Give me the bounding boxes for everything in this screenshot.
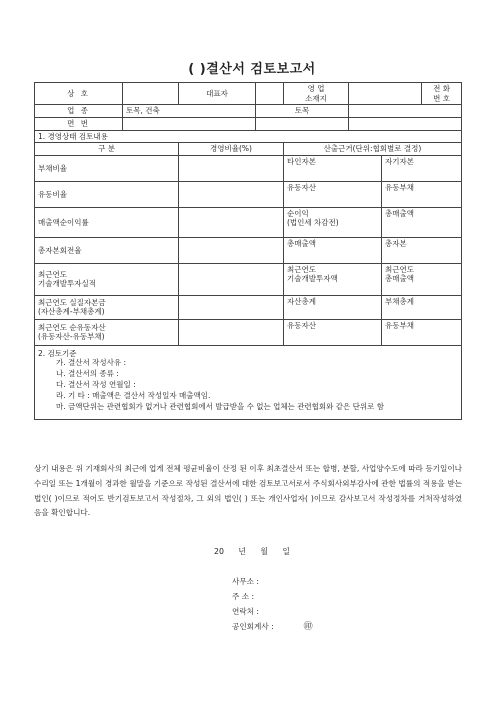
license-extra-2[interactable] <box>349 118 462 131</box>
document-title: ( )결산서 검토보고서 <box>188 62 316 77</box>
col-basis: 산출근거(단위:협회별로 결정) <box>284 143 462 155</box>
license-extra-1[interactable] <box>256 118 349 131</box>
company-label: 상 호 <box>35 83 123 105</box>
criteria-item: 라. 기 타 : 매출액은 결산서 작성일자 매출액임. <box>56 390 211 400</box>
criteria-item: 가. 결산서 작성사유 : <box>56 358 127 368</box>
basis-numerator: 타인자본 <box>284 155 382 181</box>
work-value[interactable] <box>349 105 462 118</box>
section2-box <box>35 345 462 419</box>
ratio-name: 매출액순이익률 <box>35 207 179 237</box>
ratio-value[interactable] <box>179 155 284 181</box>
confirmation-paragraph: 상기 내용은 위 기재회사의 최근에 업게 전체 평균비율이 산정 된 이후 최초결산서 또는 합병, 분할, 사업양수도에 따라 등기일이나 수리일 또는 1개월이 경과한 월말을 기준으로 작성된 결산서에 대한 검토보고서로서 주식회사외부감사에 관한 법률의 적용을 받는 법인( )이므로 적어도 반기검토보고서 작성절차, 그 외의 법인( ) 또는 개인사업자( )이므로 감사보고서 작성정차를 거쳐작성하였음을 확인합니다. <box>34 464 462 518</box>
sales-office-label-line2: 소재지 <box>305 93 327 103</box>
sales-office-label <box>284 83 349 105</box>
basis-numerator: 유동자산 <box>284 319 382 345</box>
col-category: 구 분 <box>35 143 179 155</box>
ratio-row <box>35 181 462 207</box>
ratio-value[interactable] <box>179 207 284 237</box>
review-form-table <box>34 82 462 420</box>
ratio-name: 유동비율 <box>35 181 179 207</box>
basis-denominator: 유동부채 <box>382 181 462 207</box>
ratio-row <box>35 207 462 237</box>
ratio-row <box>35 319 462 345</box>
basis-denominator: 최근연도 총매출액 <box>382 263 462 295</box>
sales-office-value[interactable] <box>349 83 422 105</box>
industry-value: 토목, 건축 <box>123 105 256 118</box>
basis-numerator: 유동자산 <box>284 181 382 207</box>
criteria-list <box>38 358 458 412</box>
license-label: 면 번 <box>35 118 123 131</box>
accountant-label: 공인회계사 : <box>232 622 274 631</box>
work-label: 토목 <box>256 105 349 118</box>
seal-icon: ㊞ <box>303 622 313 632</box>
basis-denominator: 부채총계 <box>382 295 462 319</box>
ratio-name: 총자본회전율 <box>35 237 179 263</box>
accountant-field <box>232 619 313 634</box>
ratio-value[interactable] <box>179 181 284 207</box>
ratio-value[interactable] <box>179 263 284 295</box>
basis-denominator: 총매출액 <box>382 207 462 237</box>
ratio-value[interactable] <box>179 237 284 263</box>
ratio-row <box>35 155 462 181</box>
ratio-row <box>35 263 462 295</box>
basis-denominator: 총자본 <box>382 237 462 263</box>
address-field: 주 소 : <box>232 592 255 601</box>
basis-denominator: 자기자본 <box>382 155 462 181</box>
signature-block <box>232 574 313 634</box>
basis-denominator: 유동부채 <box>382 319 462 345</box>
phone-label <box>422 83 462 105</box>
date-line: 20 년 월 일 <box>214 547 290 556</box>
criteria-item: 다. 결산서 작성 연월일 : <box>56 379 136 389</box>
ratio-name: 최근연도 기술개발투자실적 <box>35 263 179 295</box>
basis-numerator: 총매출액 <box>284 237 382 263</box>
ratio-rows <box>35 155 462 345</box>
office-field: 사무소 : <box>232 577 259 586</box>
ratio-name: 최근연도 순유동자산 (유동자산-유동부채) <box>35 319 179 345</box>
ratio-name: 부채비율 <box>35 155 179 181</box>
col-ratio: 경영비율(%) <box>179 143 284 155</box>
industry-label: 업 종 <box>35 105 123 118</box>
basis-numerator: 자산총계 <box>284 295 382 319</box>
contact-field: 연락처 : <box>232 607 259 616</box>
ceo-label: 대표자 <box>179 83 256 105</box>
criteria-item: 나. 결산서의 종류 : <box>56 369 119 378</box>
section2-title: 2. 검토기준 <box>38 348 77 358</box>
section1-title: 1. 경영상태 검토내용 <box>35 131 462 143</box>
phone-label-line1: 전 화 <box>433 84 450 94</box>
ratio-value[interactable] <box>179 319 284 345</box>
ratio-name: 최근연도 실질자본금 (자산총계-부채총계) <box>35 295 179 319</box>
ratio-row <box>35 237 462 263</box>
license-value[interactable] <box>123 118 256 131</box>
ceo-value[interactable] <box>256 83 284 105</box>
basis-numerator: 최근연도 기술개발투자액 <box>284 263 382 295</box>
phone-label-line2: 번 호 <box>433 93 450 103</box>
ratio-row <box>35 295 462 319</box>
ratio-value[interactable] <box>179 295 284 319</box>
criteria-item: 마. 금액단위는 관련협회가 없거나 관련협회에서 발급받을 수 없는 업체는 관련협회와 같은 단위로 함 <box>56 401 385 411</box>
sales-office-label-line1: 영 업 <box>307 84 325 94</box>
company-value[interactable] <box>123 83 179 105</box>
basis-numerator: 순이익 (법인세 차감전) <box>284 207 382 237</box>
